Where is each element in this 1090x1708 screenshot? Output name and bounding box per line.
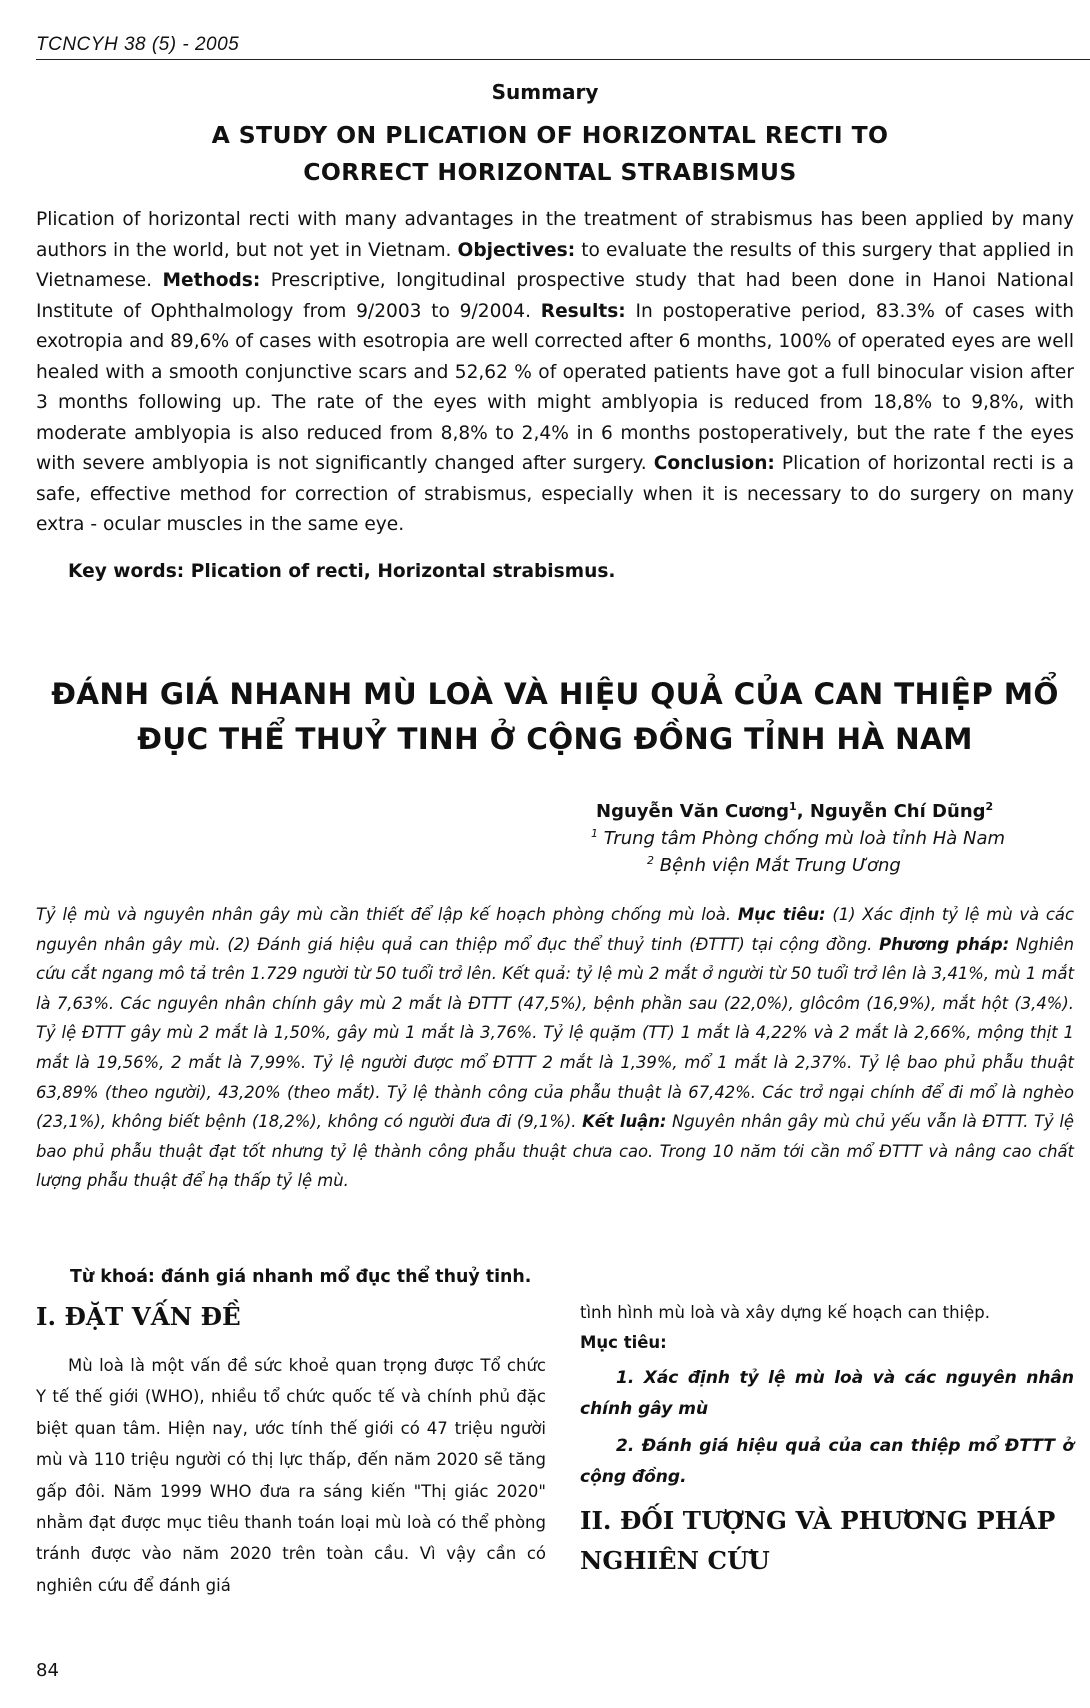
vietnamese-keywords: Từ khoá: đánh giá nhanh mổ đục thể thuỷ tinh. xyxy=(70,1267,532,1287)
methods-label: Methods: xyxy=(162,270,261,291)
vi-method-text: Nghiên cứu cắt ngang mô tả trên 1.729 người từ 50 tuổi trở lên. Kết quả: tỷ lệ mù 2 mắt ở người từ 50 tuổi trở lên là 3,41%, mù 1 mắt là 7,63%. Các nguyên nhân chính gây mù 2 mắt là ĐTTT (47,5%), bệnh phần sau (22,0%), glôcôm (16,9%), mắt hột (3,4%). Tỷ lệ ĐTTT gây mù 2 mắt là 1,50%, gây mù 1 mắt là 3,76%. Tỷ lệ quặm (TT) 1 mắt là 4,22% và 2 mắt là 2,66%, mộng thịt 1 mắt là 19,56%, 2 mắt là 7,99%. Tỷ lệ người được mổ ĐTTT 2 mắt là 1,39%, mổ 1 mắt là 2,37%. Tỷ lệ bao phủ phẫu thuật 63,89% (theo người), 43,20% (theo mắt). Tỷ lệ thành công của phẫu thuật là 67,42%. Các trở ngại chính để đi mổ là nghèo (23,1%), không biết bệnh (18,2%), không có người đưa đi (9,1%). xyxy=(36,934,1074,1132)
article-title xyxy=(20,672,1090,762)
article-title-line-1: ĐÁNH GIÁ NHANH MÙ LOÀ VÀ HIỆU QUẢ CỦA CAN THIỆP MỔ xyxy=(51,677,1059,711)
section-1-heading: I. ĐẶT VẤN ĐỀ xyxy=(36,1302,241,1331)
affiliation-1-sup: 1 xyxy=(591,827,598,840)
objectives-label: Objectives: xyxy=(457,239,576,261)
author-2: Nguyễn Chí Dũng xyxy=(809,801,986,822)
vi-abstract-intro: Tỷ lệ mù và nguyên nhân gây mù cần thiết để lập kế hoạch phòng chống mù loà. xyxy=(36,905,738,924)
vi-conclusion-label: Kết luận: xyxy=(582,1112,667,1132)
author-2-sup: 2 xyxy=(985,800,994,813)
author-1-sup: 1 xyxy=(789,800,797,813)
header-rule xyxy=(36,59,1090,60)
summary-heading: Summary xyxy=(491,80,599,104)
right-column xyxy=(580,1298,1074,1581)
page-number: 84 xyxy=(36,1660,59,1681)
results-label: Results: xyxy=(540,300,626,322)
affiliation-1 xyxy=(591,827,1005,849)
english-abstract xyxy=(36,205,1074,541)
objectives-text: to evaluate the results of this surgery that applied in Vietnamese. xyxy=(36,239,1074,291)
affiliation-2-text: Bệnh viện Mắt Trung Ương xyxy=(659,855,901,876)
journal-reference: TCNCYH 38 (5) - 2005 xyxy=(36,34,240,55)
author-1: Nguyễn Văn Cương xyxy=(596,801,790,822)
objective-2: 2. Đánh giá hiệu quả của can thiệp mổ ĐTTT ở cộng đồng. xyxy=(580,1436,1074,1487)
english-title-line-1: A STUDY ON PLICATION OF HORIZONTAL RECTI TO xyxy=(211,121,889,149)
english-title xyxy=(180,117,920,191)
article-title-line-2: ĐỤC THỂ THUỶ TINH Ở CỘNG ĐỒNG TỈNH HÀ NAM xyxy=(137,722,973,756)
abstract-intro: Plication of horizontal recti with many advantages in the treatment of strabismus has been applied by many authors in the world, but not yet in Vietnam. xyxy=(36,209,1074,261)
affiliation-1-text: Trung tâm Phòng chống mù loà tỉnh Hà Nam xyxy=(603,828,1006,849)
vietnamese-abstract xyxy=(36,900,1074,1196)
authors xyxy=(596,800,993,822)
vi-goal-text: (1) Xác định tỷ lệ mù và các nguyên nhân gây mù. (2) Đánh giá hiệu quả can thiệp mổ đục thể thuỷ tinh (ĐTTT) tại cộng đồng. xyxy=(36,905,1074,954)
english-title-line-2: CORRECT HORIZONTAL STRABISMUS xyxy=(303,158,797,186)
continued-paragraph: tình hình mù loà và xây dựng kế hoạch can thiệp. xyxy=(580,1303,990,1322)
affiliation-2 xyxy=(647,854,901,876)
conclusion-label: Conclusion: xyxy=(653,453,775,474)
affiliation-2-sup: 2 xyxy=(647,854,654,867)
vi-conclusion-text: Nguyên nhân gây mù chủ yếu vẫn là ĐTTT. Tỷ lệ bao phủ phẫu thuật đạt tốt nhưng tỷ lệ thành công phẫu thuật chưa cao. Trong 10 năm tới cần mổ ĐTTT và nâng cao chất lượng phẫu thuật để hạ thấp tỷ lệ mù. xyxy=(36,1112,1074,1191)
vi-goal-label: Mục tiêu: xyxy=(737,905,826,924)
objectives-heading: Mục tiêu: xyxy=(580,1333,667,1352)
section-1-paragraph: Mù loà là một vấn đề sức khoẻ quan trọng được Tổ chức Y tế thế giới (WHO), nhiều tổ chức quốc tế và chính phủ đặc biệt quan tâm. Hiện nay, ước tính thế giới có 47 triệu người mù và 110 triệu người có thị lực thấp, đến năm 2020 sẽ tăng gấp đôi. Năm 1999 WHO đưa ra sáng kiến "Thị giác 2020" nhằm đạt được mục tiêu thanh toán loại mù loà có thể phòng tránh được vào năm 2020 trên toàn cầu. Vì vậy cần có nghiên cứu để đánh giá xyxy=(36,1356,546,1595)
methods-text: Prescriptive, longitudinal prospective study that had been done in Hanoi National Institute of Ophthalmology from 9/2003 to 9/2004. xyxy=(36,270,1074,322)
english-keywords: Key words: Plication of recti, Horizontal strabismus. xyxy=(68,561,616,582)
vi-method-label: Phương pháp: xyxy=(879,934,1010,954)
objective-1: 1. Xác định tỷ lệ mù loà và các nguyên nhân chính gây mù xyxy=(580,1368,1074,1419)
conclusion-text: Plication of horizontal recti is a safe, effective method for correction of strabismus, especially when it is necessary to do surgery on many extra - ocular muscles in the same eye. xyxy=(36,453,1075,535)
author-separator: , xyxy=(796,801,810,822)
section-2-heading: II. ĐỐI TƯỢNG VÀ PHƯƠNG PHÁP NGHIÊN CỨU xyxy=(580,1506,1056,1575)
left-column xyxy=(36,1298,546,1601)
results-text: In postoperative period, 83.3% of cases with exotropia and 89,6% of cases with esotropia are well corrected after 6 months, 100% of operated eyes are well healed with a smooth conjunctive scars and 52,62 % of operated patients have got a full binocular vision after 3 months following up. The rate of the eyes with might amblyopia is reduced from 18,8% to 9,8%, with moderate amblyopia is also reduced from 8,8% to 2,4% in 6 months postoperatively, but the rate f the eyes with severe amblyopia is not significantly changed after surgery. xyxy=(36,300,1074,474)
